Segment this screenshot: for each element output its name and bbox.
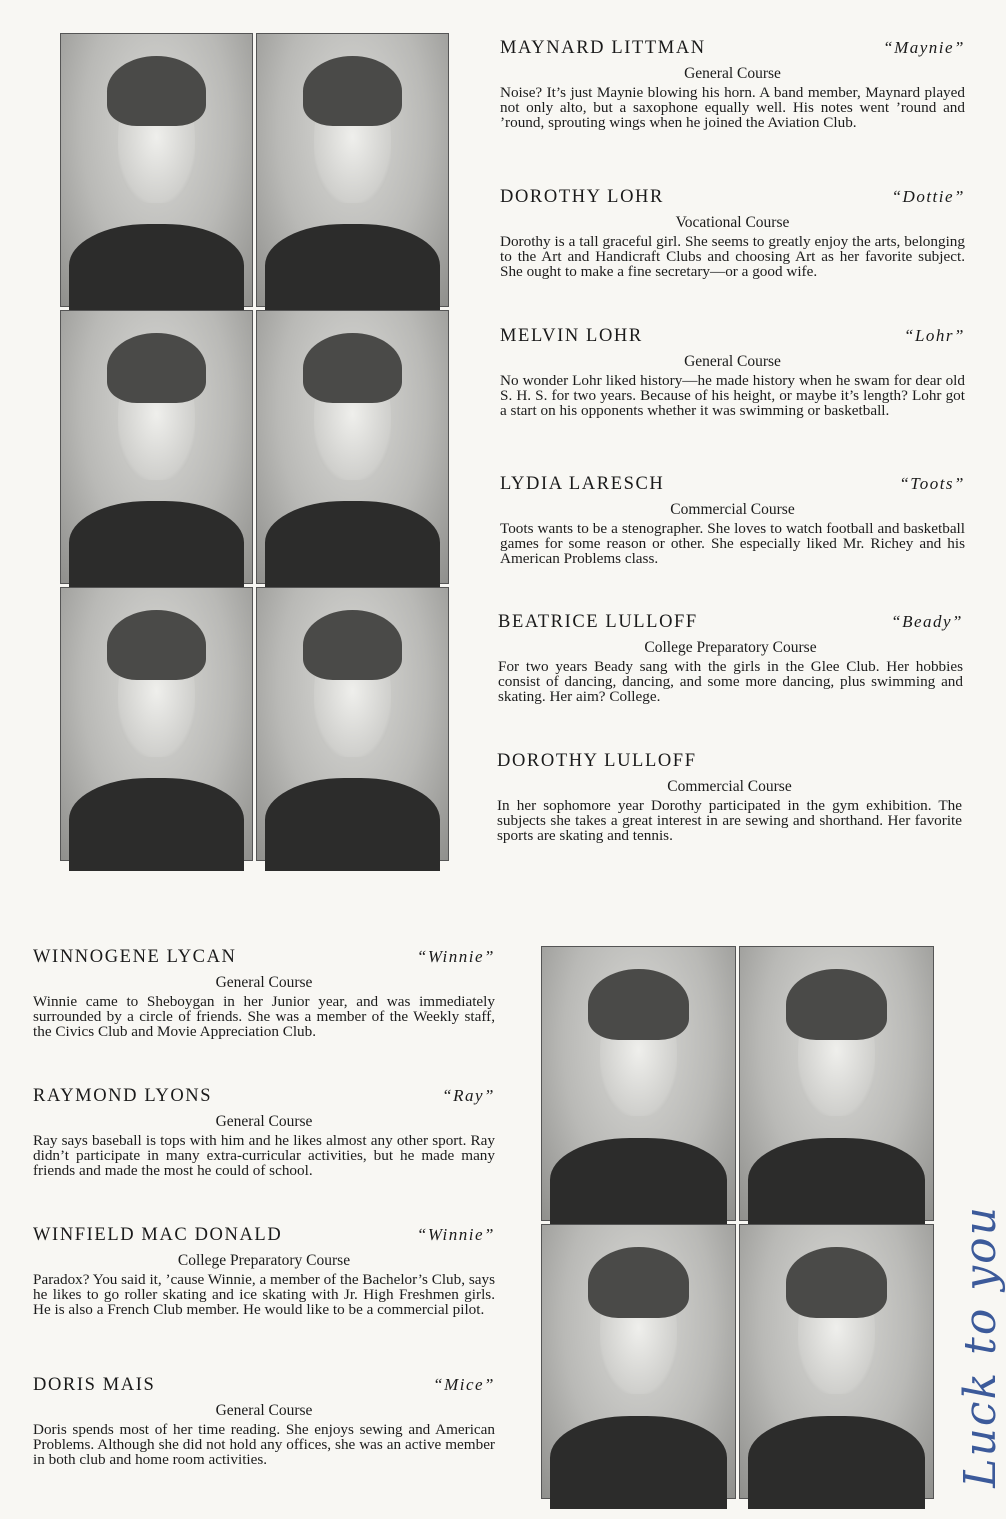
student-description: Noise? It’s just Maynie blowing his horn. A band member, Maynard played not only alto, but a saxophone equally well. His notes went ’round and ’round, sprouting wings when he joined the Aviation Club.: [500, 84, 965, 131]
handwritten-note: Luck to you: [955, 1205, 1006, 1488]
student-name: MELVIN LOHR: [500, 326, 643, 346]
student-name: DOROTHY LOHR: [500, 187, 664, 207]
student-nickname: “Ray”: [442, 1086, 495, 1105]
student-description: No wonder Lohr liked history—he made history when he swam for dear old S. H. S. for two years. Because of his height, or maybe it’s length? Lohr got a start on his opponents whether it was swimming or basketball.: [500, 372, 965, 419]
portrait-photo-maynard-littman: [60, 33, 253, 307]
student-name: DOROTHY LULLOFF: [497, 751, 697, 771]
student-nickname: “Toots”: [899, 474, 965, 493]
course-name: College Preparatory Course: [644, 639, 817, 656]
portrait-photo-melvin-lohr: [60, 310, 253, 584]
student-name: WINNOGENE LYCAN: [33, 947, 237, 967]
student-name: RAYMOND LYONS: [33, 1086, 213, 1106]
portrait-photo-beatrice-lulloff: [60, 587, 253, 861]
student-name: DORIS MAIS: [33, 1375, 156, 1395]
student-nickname: “Beady”: [891, 612, 963, 631]
student-description: Winnie came to Sheboygan in her Junior year, and was immediately surrounded by a circle of friends. She was a member of the Weekly staff, the Civics Club and Movie Appreciation Club.: [33, 993, 495, 1040]
entry-winnogene-lycan: [33, 947, 495, 1039]
student-nickname: “Dottie”: [891, 187, 965, 206]
student-description: Paradox? You said it, ’cause Winnie, a member of the Bachelor’s Club, says he likes to go roller skating and ice skating with Jr. High Freshmen girls. He is also a French Club member. He would like to be a commercial pilot.: [33, 1271, 495, 1318]
student-nickname: “Lohr”: [904, 326, 965, 345]
student-nickname: “Mice”: [433, 1375, 495, 1394]
student-description: Doris spends most of her time reading. She enjoys sewing and American Problems. Although she did not hold any offices, she was an active member in both club and home room activities.: [33, 1421, 495, 1468]
course-name: General Course: [215, 1113, 313, 1130]
student-description: Toots wants to be a stenographer. She loves to watch football and basketball games for some reason or other. She especially liked Mr. Richey and his American Problems class.: [500, 520, 965, 567]
course-name: General Course: [215, 974, 313, 991]
student-nickname: “Maynie”: [883, 38, 965, 57]
entry-doris-mais: [33, 1375, 495, 1467]
course-name: General Course: [684, 353, 781, 370]
student-nickname: “Winnie”: [416, 947, 495, 966]
student-name: BEATRICE LULLOFF: [498, 612, 698, 632]
entry-beatrice-lulloff: [498, 612, 963, 704]
student-name: WINFIELD MAC DONALD: [33, 1225, 283, 1245]
student-description: Ray says baseball is tops with him and he likes almost any other sport. Ray didn’t participate in many extra-curricular activities, but he made many friends and made the most he could of school.: [33, 1132, 495, 1179]
course-name: Commercial Course: [667, 778, 792, 795]
entry-lydia-laresch: [500, 474, 965, 566]
portrait-photo-dorothy-lohr: [256, 33, 449, 307]
entry-dorothy-lohr: [500, 187, 965, 279]
portrait-photo-doris-mais: [739, 1224, 934, 1499]
student-nickname: “Winnie”: [416, 1225, 495, 1244]
portrait-photo-dorothy-lulloff: [256, 587, 449, 861]
course-name: General Course: [684, 65, 781, 82]
bottom-photo-grid: [541, 946, 935, 1502]
entry-dorothy-lulloff: [497, 751, 962, 843]
entry-melvin-lohr: [500, 326, 965, 418]
top-photo-grid: [60, 33, 450, 863]
course-name: Vocational Course: [675, 214, 790, 231]
entry-raymond-lyons: [33, 1086, 495, 1178]
portrait-photo-raymond-lyons: [739, 946, 934, 1221]
portrait-photo-winnogene-lycan: [541, 946, 736, 1221]
student-name: LYDIA LARESCH: [500, 474, 665, 494]
entry-maynard-littman: [500, 38, 965, 130]
course-name: Commercial Course: [670, 501, 795, 518]
course-name: College Preparatory Course: [177, 1252, 351, 1269]
student-description: For two years Beady sang with the girls in the Glee Club. Her hobbies consist of dancing, dancing, and some more dancing, plus swimming and skating. Her aim? College.: [498, 658, 963, 705]
portrait-photo-winfield-mac-donald: [541, 1224, 736, 1499]
student-description: Dorothy is a tall graceful girl. She seems to greatly enjoy the arts, belonging to the Art and Handicraft Clubs and choosing Art as her favorite subject. She ought to make a fine secretary—or a good wife.: [500, 233, 965, 280]
entry-winfield-mac-donald: [33, 1225, 495, 1317]
course-name: General Course: [215, 1402, 313, 1419]
student-name: MAYNARD LITTMAN: [500, 38, 706, 58]
portrait-photo-lydia-laresch: [256, 310, 449, 584]
student-description: In her sophomore year Dorothy participated in the gym exhibition. The subjects she takes a great interest in are sewing and shorthand. Her favorite sports are skating and tennis.: [497, 797, 962, 844]
